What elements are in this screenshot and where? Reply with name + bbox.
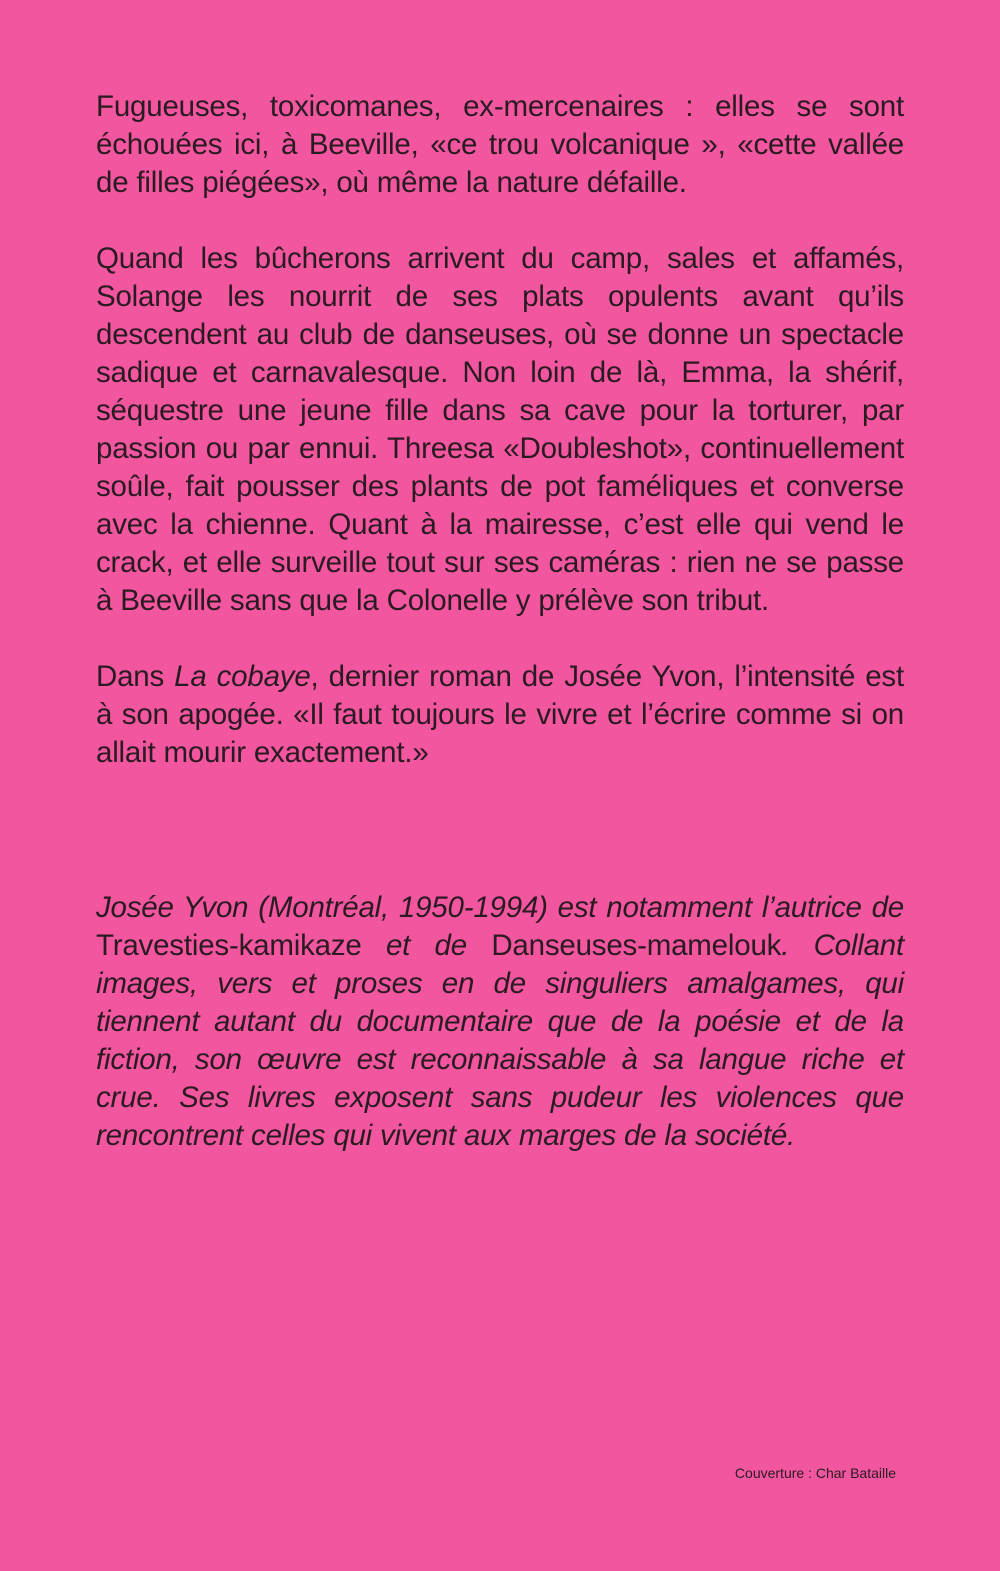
author-bio-part-1: Josée Yvon (Montréal, 1950-1994) est notamment l’autrice de [96, 891, 904, 924]
book-title-la-cobaye: La cobaye [174, 660, 311, 693]
book-title-danseuses-mamelouk: Danseuses-mamelouk [491, 929, 782, 962]
book-title-travesties-kamikaze: Travesties-kamikaze [96, 929, 362, 962]
cover-credit: Couverture : Char Bataille [734, 1465, 896, 1481]
blurb-paragraph-3 [96, 658, 904, 772]
blurb-paragraph-2: Quand les bûcherons arrivent du camp, sales et affamés, Solange les nourrit de ses plats opulents avant qu’ils descendent au club de danseuses, où se donne un spectacle sadique et carnavalesque. Non loin de là, Emma, la shérif, séquestre une jeune fille dans sa cave pour la torturer, par passion ou par ennui. Threesa «Doubleshot», continuellement soûle, fait pousser des plants de pot faméliques et converse avec la chienne. Quant à la mairesse, c’est elle qui vend le crack, et elle surveille tout sur ses caméras : rien ne se passe à Beeville sans que la Colonelle y prélève son tribut. [96, 242, 904, 617]
author-bio [96, 889, 904, 1155]
blurb [96, 88, 904, 772]
blurb-paragraph-1: Fugueuses, toxicomanes, ex-mercenaires : elles se sont échouées ici, à Beeville, «ce trou volcanique », «cette vallée de filles piégées», où même la nature défaille. [96, 90, 904, 199]
author-bio-part-2: et de [361, 929, 492, 962]
blurb-paragraph-3-end: , dernier roman de Josée Yvon, l’intensité est à son apogée. «Il faut toujours le vivre et l’écrire comme si on allait mourir exactement.» [96, 660, 904, 769]
author-bio-part-3: . Collant images, vers et proses en de singuliers amalgames, qui tiennent autant du documentaire que de la poésie et de la fiction, son œuvre est reconnaissable à sa langue riche et crue. Ses livres exposent sans pudeur les violences que rencontrent celles qui vivent aux marges de la société. [96, 929, 904, 1152]
blurb-paragraph-3-start: Dans [96, 660, 175, 693]
